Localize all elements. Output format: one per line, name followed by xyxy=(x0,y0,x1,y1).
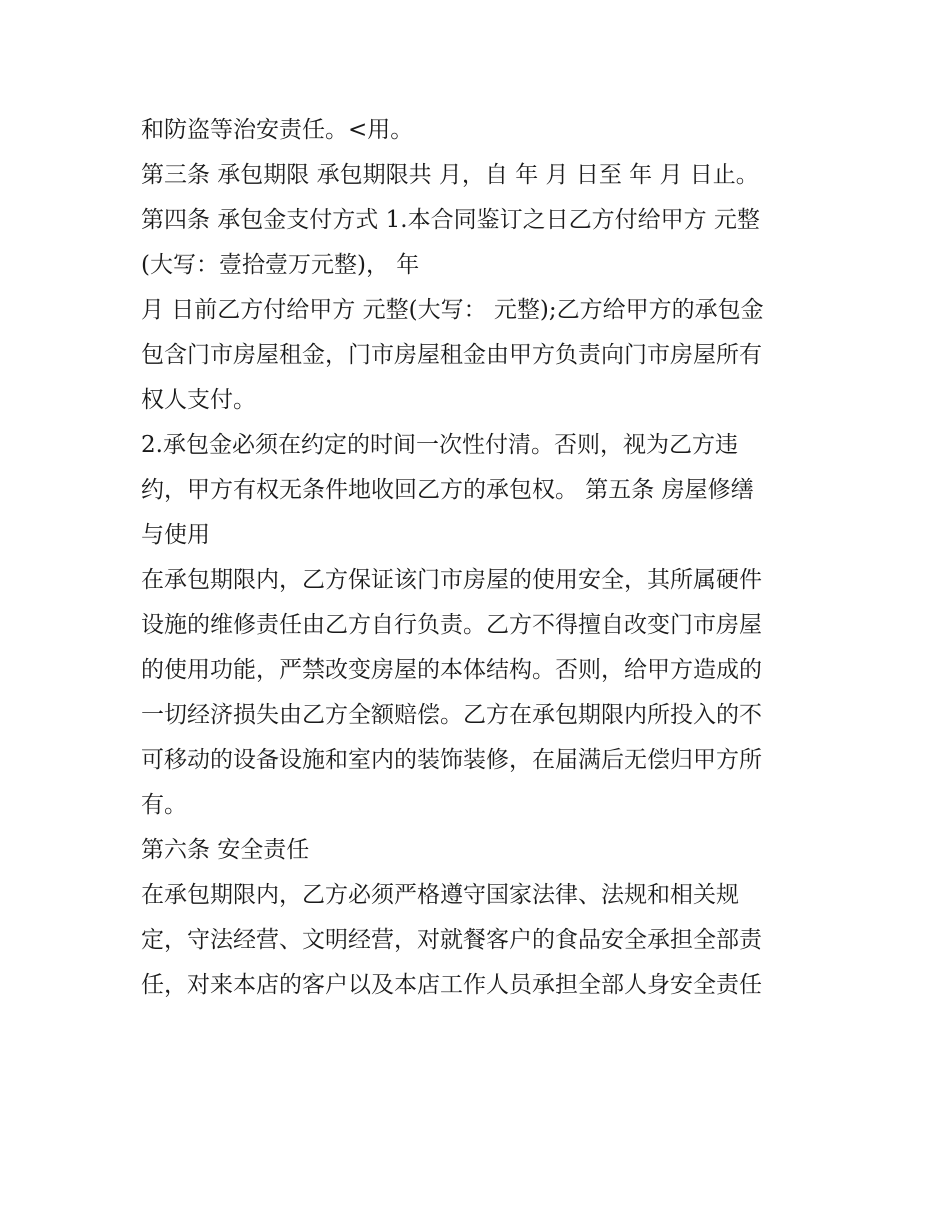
text-line: 与使用 xyxy=(141,522,210,548)
text-line: 设施的维修责任由乙方自行负责。乙方不得擅自改变门市房屋 xyxy=(141,612,762,638)
text-line: 权人支付。 xyxy=(141,387,256,413)
text-line: 在承包期限内，乙方保证该门市房屋的使用安全，其所属硬件 xyxy=(141,567,762,593)
text-line: 任，对来本店的客户以及本店工作人员承担全部人身安全责任 xyxy=(141,972,762,998)
text-line: 约，甲方有权无条件地收回乙方的承包权。 第五条 房屋修缮 xyxy=(141,477,754,503)
text-line: 包含门市房屋租金，门市房屋租金由甲方负责向门市房屋所有 xyxy=(141,342,762,368)
text-line: 和防盗等治安责任。<用。 xyxy=(141,117,414,143)
text-line: 第三条 承包期限 承包期限共 月，自 年 月 日至 年 月 日止。 xyxy=(141,162,759,188)
text-line: 2.承包金必须在约定的时间一次性付清。否则，视为乙方违 xyxy=(141,432,738,458)
text-line: 定，守法经营、文明经营，对就餐客户的食品安全承担全部责 xyxy=(141,927,762,953)
contract-text-body xyxy=(141,108,821,1008)
text-line: 在承包期限内，乙方必须严格遵守国家法律、法规和相关规 xyxy=(141,882,739,908)
text-line: 的使用功能，严禁改变房屋的本体结构。否则，给甲方造成的 xyxy=(141,657,762,683)
text-line: 有。 xyxy=(141,792,187,818)
text-line: 第四条 承包金支付方式 1.本合同鉴订之日乙方付给甲方 元整 xyxy=(141,207,760,233)
text-line: 可移动的设备设施和室内的装饰装修，在届满后无偿归甲方所 xyxy=(141,747,762,773)
text-line: 一切经济损失由乙方全额赔偿。乙方在承包期限内所投入的不 xyxy=(141,702,762,728)
text-line: (大写：壹拾壹万元整)， 年 xyxy=(141,252,420,278)
text-line: 第六条 安全责任 xyxy=(141,837,310,863)
text-line: 月 日前乙方付给甲方 元整(大写： 元整);乙方给甲方的承包金 xyxy=(141,297,764,323)
